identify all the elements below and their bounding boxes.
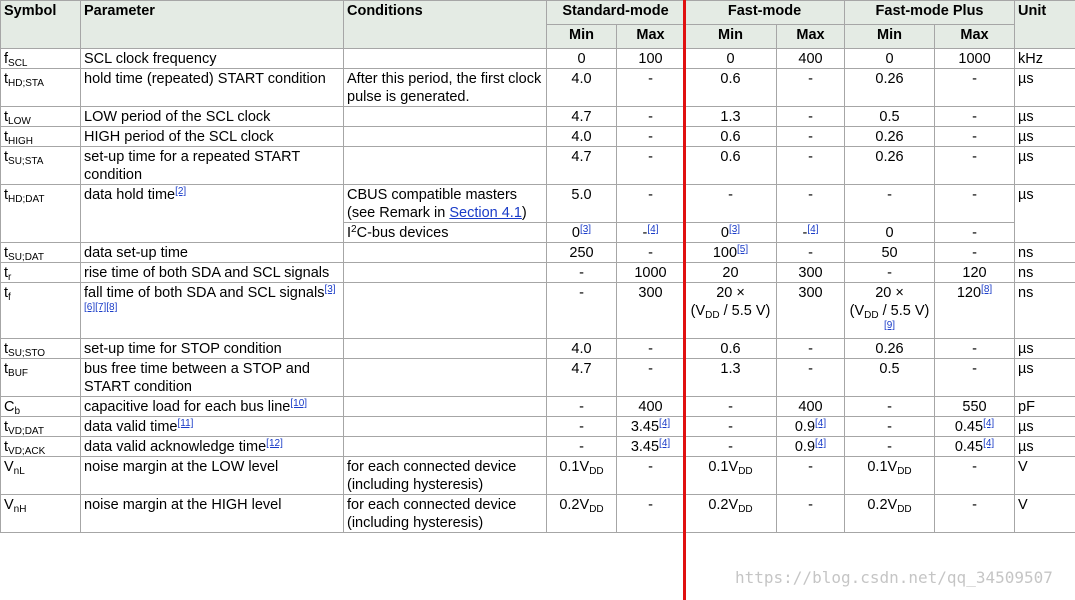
conditions-cell: $I^2C$-bus devices [344, 223, 547, 243]
value-cell: - [935, 339, 1015, 359]
value-cell: 400 [617, 397, 685, 417]
value-cell: 50 [845, 243, 935, 263]
value-cell: 20 [685, 263, 777, 283]
unit-cell: µs [1015, 417, 1075, 437]
footnote-link[interactable]: [3] [728, 224, 741, 235]
value-cell: 0.6 [685, 147, 777, 185]
value-cell: 4.0 [547, 69, 617, 107]
value-cell: - [547, 397, 617, 417]
header-max: Max [935, 25, 1015, 49]
parameter-cell: bus free time between a STOP and START condition [81, 359, 344, 397]
value-cell: 0.6 [685, 127, 777, 147]
footnote-link[interactable]: [4] [807, 224, 819, 235]
value-cell: - [935, 359, 1015, 397]
table-row [1, 263, 1075, 283]
conditions-cell: for each connected device (including hysteresis) [344, 495, 547, 533]
conditions-cell [344, 397, 547, 417]
table-row [1, 69, 1075, 107]
table-row [1, 397, 1075, 417]
header-parameter: Parameter [81, 1, 344, 49]
footnote-link[interactable]: [4] [659, 418, 671, 429]
value-cell: - [935, 147, 1015, 185]
unit-cell: pF [1015, 397, 1075, 417]
footnote-link[interactable]: [3] [579, 224, 592, 235]
header-conditions: Conditions [344, 1, 547, 49]
value-cell: - [617, 339, 685, 359]
parameter-cell: hold time (repeated) START condition [81, 69, 344, 107]
unit-cell: µs [1015, 437, 1075, 457]
value-cell: - [547, 283, 617, 339]
footnote-link[interactable]: [2] [175, 186, 187, 197]
symbol-cell: $V_{nH}$ [1, 495, 81, 533]
value-cell: -[4] [777, 223, 845, 243]
symbol-cell: $t_{HIGH}$ [1, 127, 81, 147]
value-cell: - [845, 263, 935, 283]
value-cell: - [935, 185, 1015, 223]
value-cell: - [617, 457, 685, 495]
value-cell: 5.0 [547, 185, 617, 223]
parameter-cell: set-up time for STOP condition [81, 339, 344, 359]
symbol-cell: $t_{SU;DAT}$ [1, 243, 81, 263]
value-cell: 1.3 [685, 107, 777, 127]
parameter-cell: HIGH period of the SCL clock [81, 127, 344, 147]
value-cell: - [777, 457, 845, 495]
parameter-cell: data valid acknowledge time[12] [81, 437, 344, 457]
value-cell: - [935, 243, 1015, 263]
value-cell: 0.9[4] [777, 417, 845, 437]
footnote-link[interactable]: [3][6][7][8] [84, 284, 336, 313]
value-cell: 0.26 [845, 69, 935, 107]
parameter-cell: LOW period of the SCL clock [81, 107, 344, 127]
header-min: Min [685, 25, 777, 49]
value-cell: - [617, 495, 685, 533]
conditions-cell [344, 359, 547, 397]
value-cell: 0.26 [845, 339, 935, 359]
value-cell: - [547, 437, 617, 457]
value-cell: 0.6 [685, 69, 777, 107]
value-cell: 0[3] [547, 223, 617, 243]
parameter-cell: data hold time[2] [81, 185, 344, 243]
symbol-cell: $t_{BUF}$ [1, 359, 81, 397]
value-cell: $0.1V_{DD}$ [845, 457, 935, 495]
value-cell: 20 × ($V_{DD} / 5.5$ V) [685, 283, 777, 339]
table-row [1, 283, 1075, 339]
value-cell: $0.1V_{DD}$ [547, 457, 617, 495]
value-cell: 1.3 [685, 359, 777, 397]
value-cell: - [777, 127, 845, 147]
value-cell: - [777, 495, 845, 533]
unit-cell: µs [1015, 359, 1075, 397]
symbol-cell: $t_f$ [1, 283, 81, 339]
value-cell: 550 [935, 397, 1015, 417]
value-cell: - [617, 185, 685, 223]
value-cell: 0 [547, 49, 617, 69]
table-row [1, 359, 1075, 397]
value-cell: 0.45[4] [935, 417, 1015, 437]
conditions-cell [344, 243, 547, 263]
value-cell: 3.45[4] [617, 437, 685, 457]
table-row [1, 127, 1075, 147]
value-cell: 4.7 [547, 147, 617, 185]
table-row [1, 107, 1075, 127]
parameter-cell: set-up time for a repeated START condition [81, 147, 344, 185]
value-cell: 3.45[4] [617, 417, 685, 437]
conditions-cell [344, 49, 547, 69]
footnote-link[interactable]: [5] [737, 244, 749, 255]
value-cell: -[4] [617, 223, 685, 243]
value-cell: $0.1V_{DD}$ [685, 457, 777, 495]
conditions-cell [344, 263, 547, 283]
table-row [1, 339, 1075, 359]
value-cell: 1000 [935, 49, 1015, 69]
footnote-link[interactable]: [4] [647, 224, 659, 235]
value-cell: - [777, 107, 845, 127]
value-cell: - [685, 397, 777, 417]
section-link[interactable]: Section 4.1 [449, 205, 522, 221]
value-cell: - [935, 223, 1015, 243]
value-cell: - [547, 263, 617, 283]
table-row [1, 417, 1075, 437]
conditions-cell [344, 283, 547, 339]
value-cell: 4.0 [547, 339, 617, 359]
value-cell: - [935, 457, 1015, 495]
header-standard-mode: Standard-mode [547, 1, 685, 25]
value-cell: 4.7 [547, 107, 617, 127]
value-cell: - [685, 417, 777, 437]
value-cell: - [685, 185, 777, 223]
parameter-cell: fall time of both SDA and SCL signals[3][6][7][8] [81, 283, 344, 339]
value-cell: 300 [777, 283, 845, 339]
value-cell: 0.26 [845, 147, 935, 185]
conditions-cell: CBUS compatible masters (see Remark in Section 4.1) [344, 185, 547, 223]
unit-cell: µs [1015, 69, 1075, 107]
value-cell: - [617, 359, 685, 397]
table-row [1, 457, 1075, 495]
conditions-cell: for each connected device (including hysteresis) [344, 457, 547, 495]
conditions-cell: After this period, the first clock pulse is generated. [344, 69, 547, 107]
table-row [1, 437, 1075, 457]
header-min: Min [845, 25, 935, 49]
value-cell: 300 [777, 263, 845, 283]
header-fast-mode-plus: Fast-mode Plus [845, 1, 1015, 25]
value-cell: 250 [547, 243, 617, 263]
conditions-cell [344, 107, 547, 127]
symbol-cell: $t_{HD;STA}$ [1, 69, 81, 107]
symbol-cell: $t_{VD;DAT}$ [1, 417, 81, 437]
table-row [1, 147, 1075, 185]
conditions-cell [344, 127, 547, 147]
value-cell: 0[3] [685, 223, 777, 243]
parameter-cell: data set-up time [81, 243, 344, 263]
unit-cell: V [1015, 495, 1075, 533]
footnote-link[interactable]: [9] [883, 320, 896, 331]
value-cell: - [617, 69, 685, 107]
value-cell: - [777, 147, 845, 185]
parameter-cell: noise margin at the LOW level [81, 457, 344, 495]
value-cell: 1000 [617, 263, 685, 283]
symbol-cell: $t_{SU;STO}$ [1, 339, 81, 359]
footnote-link[interactable]: [8] [981, 284, 993, 295]
header-max: Max [777, 25, 845, 49]
parameter-cell: SCL clock frequency [81, 49, 344, 69]
footnote-link[interactable]: [11] [177, 418, 194, 429]
value-cell: 4.7 [547, 359, 617, 397]
value-cell: - [547, 417, 617, 437]
symbol-cell: $t_{SU;STA}$ [1, 147, 81, 185]
value-cell: - [845, 185, 935, 223]
value-cell: - [617, 127, 685, 147]
footnote-link[interactable]: [4] [983, 438, 995, 449]
value-cell: 300 [617, 283, 685, 339]
value-cell: - [617, 243, 685, 263]
conditions-cell [344, 147, 547, 185]
parameter-cell: noise margin at the HIGH level [81, 495, 344, 533]
value-cell: 100[5] [685, 243, 777, 263]
value-cell: 0.5 [845, 359, 935, 397]
header-max: Max [617, 25, 685, 49]
unit-cell: ns [1015, 243, 1075, 263]
value-cell: 0 [845, 223, 935, 243]
value-cell: - [777, 185, 845, 223]
footnote-link[interactable]: [4] [659, 438, 671, 449]
value-cell: 0 [845, 49, 935, 69]
value-cell: 0.26 [845, 127, 935, 147]
value-cell: 400 [777, 49, 845, 69]
footnote-link[interactable]: [4] [815, 438, 827, 449]
value-cell: - [845, 397, 935, 417]
value-cell: 120 [935, 263, 1015, 283]
unit-cell: ns [1015, 263, 1075, 283]
symbol-cell: $t_{HD;DAT}$ [1, 185, 81, 243]
value-cell: $0.2V_{DD}$ [547, 495, 617, 533]
symbol-cell: $t_{LOW}$ [1, 107, 81, 127]
symbol-cell: $V_{nL}$ [1, 457, 81, 495]
value-cell: - [845, 417, 935, 437]
unit-cell: kHz [1015, 49, 1075, 69]
value-cell: - [935, 69, 1015, 107]
value-cell: 120[8] [935, 283, 1015, 339]
unit-cell: ns [1015, 283, 1075, 339]
symbol-cell: $f_{SCL}$ [1, 49, 81, 69]
value-cell: - [685, 437, 777, 457]
value-cell: 400 [777, 397, 845, 417]
value-cell: 4.0 [547, 127, 617, 147]
red-divider-line [683, 0, 686, 600]
table-row [1, 185, 1075, 223]
value-cell: - [777, 359, 845, 397]
value-cell: 20 × ($V_{DD} / 5.5$ V)[9] [845, 283, 935, 339]
header-unit: Unit [1015, 1, 1075, 49]
value-cell: - [617, 147, 685, 185]
parameter-cell: data valid time[11] [81, 417, 344, 437]
unit-cell: µs [1015, 127, 1075, 147]
value-cell: - [845, 437, 935, 457]
unit-cell: µs [1015, 107, 1075, 127]
value-cell: 0.6 [685, 339, 777, 359]
symbol-cell: $t_r$ [1, 263, 81, 283]
header-symbol: Symbol [1, 1, 81, 49]
parameter-cell: rise time of both SDA and SCL signals [81, 263, 344, 283]
value-cell: - [777, 243, 845, 263]
parameter-cell: capacitive load for each bus line[10] [81, 397, 344, 417]
value-cell: 0 [685, 49, 777, 69]
value-cell: - [617, 107, 685, 127]
footnote-link[interactable]: [12] [266, 438, 283, 449]
header-min: Min [547, 25, 617, 49]
unit-cell: µs [1015, 147, 1075, 185]
unit-cell: µs [1015, 339, 1075, 359]
value-cell: - [777, 339, 845, 359]
value-cell: - [777, 69, 845, 107]
value-cell: - [935, 107, 1015, 127]
footnote-link[interactable]: [4] [815, 418, 827, 429]
symbol-cell: $t_{VD;ACK}$ [1, 437, 81, 457]
value-cell: 0.5 [845, 107, 935, 127]
unit-cell: V [1015, 457, 1075, 495]
footnote-link[interactable]: [10] [290, 398, 308, 409]
conditions-cell [344, 437, 547, 457]
conditions-cell [344, 417, 547, 437]
value-cell: 0.9[4] [777, 437, 845, 457]
value-cell: $0.2V_{DD}$ [685, 495, 777, 533]
table-row [1, 495, 1075, 533]
value-cell: - [935, 495, 1015, 533]
header-fast-mode: Fast-mode [685, 1, 845, 25]
value-cell: 0.45[4] [935, 437, 1015, 457]
symbol-cell: $C_b$ [1, 397, 81, 417]
value-cell: - [935, 127, 1015, 147]
table-row [1, 243, 1075, 263]
value-cell: $0.2V_{DD}$ [845, 495, 935, 533]
table-row [1, 49, 1075, 69]
unit-cell: µs [1015, 185, 1075, 243]
footnote-link[interactable]: [4] [983, 418, 995, 429]
watermark: https://blog.csdn.net/qq_34509507 [735, 568, 1053, 587]
conditions-cell [344, 339, 547, 359]
value-cell: 100 [617, 49, 685, 69]
